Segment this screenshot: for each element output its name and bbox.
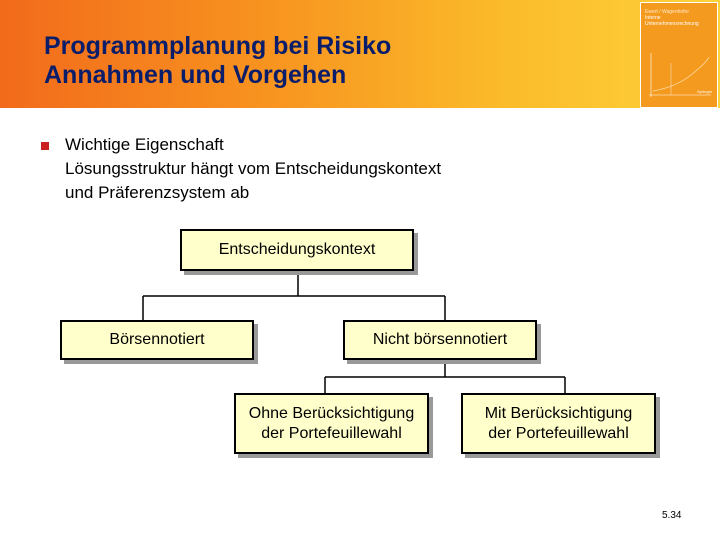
bullet-line-1: Wichtige Eigenschaft [65,135,224,154]
node-boersennotiert [60,320,254,360]
node-ohne-portefeuillewahl [234,393,429,454]
cover-title-2: Unternehmensrechnung [645,21,699,27]
title-line-2: Annahmen und Vorgehen [44,61,347,89]
node-ohne-line-2: der Portefeuillewahl [261,424,402,442]
bullet-line-2: Lösungsstruktur hängt vom Entscheidungskontext [65,159,442,178]
node-mit-line-1: Mit Berücksichtigung [484,404,633,422]
cover-publisher: Springer [697,89,713,94]
page-number: 5.34 [662,510,682,521]
node-ohne-line-1: Ohne Berücksichtigung [248,404,415,422]
node-root-label: Entscheidungskontext [218,241,376,258]
bullet-line-3: und Präferenzsystem ab [65,183,250,202]
node-boersennotiert-label: Börsennotiert [109,331,205,348]
node-nicht-boersennotiert [343,320,537,360]
title-line-1: Programmplanung bei Risiko [44,32,392,60]
node-mit-line-2: der Portefeuillewahl [488,424,629,442]
cover-title-1: Interne [645,15,661,21]
node-root [180,229,414,271]
node-nicht-boersennotiert-label: Nicht börsennotiert [372,331,508,348]
node-mit-portefeuillewahl [461,393,656,454]
cover-author: Ewert / Wagenhofer [645,9,690,15]
